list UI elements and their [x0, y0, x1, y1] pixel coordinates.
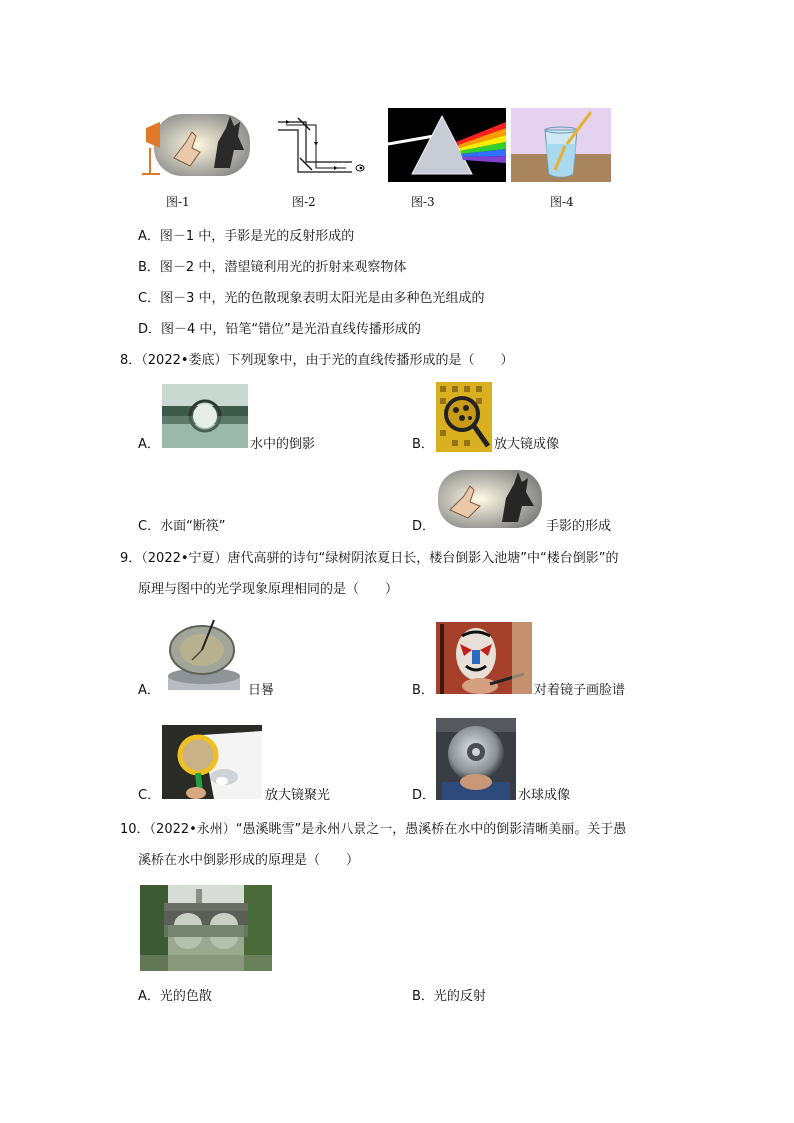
q10-stem-line-2: 溪桥在水中倒影形成的原理是（ ） [138, 853, 360, 868]
q9-option-b-mask-painting-image [436, 622, 532, 694]
figure-1-caption: 图-1 [166, 195, 190, 209]
q8-option-a-text: 水中的倒影 [250, 437, 316, 452]
q7-option-a: A．图－1 中，手影是光的反射形成的 [138, 229, 355, 244]
figure-3-prism-dispersion-image [388, 108, 506, 182]
q9-stem-line-1: 9．（2022•宁夏）唐代高骈的诗句“绿树阴浓夏日长，楼台倒影入池塘”中“楼台倒影”的 [120, 551, 619, 566]
q10-option-a: A．光的色散 [138, 989, 212, 1004]
q9-option-c-magnifier-focus-image [162, 725, 262, 799]
q7-option-d: D．图－4 中，铅笔“错位”是光沿直线传播形成的 [138, 322, 421, 337]
q9-option-a-text: 日晷 [248, 683, 275, 698]
figure-2-caption: 图-2 [292, 195, 316, 209]
figure-4-caption: 图-4 [550, 195, 574, 209]
q8-stem: 8．（2022•娄底）下列现象中，由于光的直线传播形成的是（ ） [120, 353, 514, 368]
q8-option-a-bridge-reflection-image [162, 384, 248, 448]
q8-option-b-magnifier-image [436, 382, 492, 452]
q9-option-b-text: 对着镜子画脸谱 [534, 683, 626, 698]
q10-option-b: B．光的反射 [412, 989, 486, 1004]
q8-option-b-letter: B． [412, 437, 434, 452]
q8-option-d-letter: D． [412, 519, 436, 534]
q10-stem-line-1: 10．（2022•永州）“愚溪眺雪”是永州八景之一，愚溪桥在水中的倒影清晰美丽。关于愚 [120, 822, 627, 837]
q9-option-d-letter: D． [412, 788, 436, 803]
figure-4-pencil-in-water-image [511, 108, 611, 182]
q8-option-a-letter: A． [138, 437, 160, 452]
q9-option-d-water-ball-image [436, 718, 516, 800]
q9-option-c-text: 放大镜聚光 [265, 788, 331, 803]
q9-option-d-text: 水球成像 [518, 788, 571, 803]
q9-option-a-sundial-image [162, 616, 246, 694]
figure-2-periscope-diagram [276, 112, 368, 184]
q8-option-b-text: 放大镜成像 [494, 437, 560, 452]
q8-option-d-text: 手影的形成 [546, 519, 612, 534]
q9-option-a-letter: A． [138, 683, 160, 698]
q7-option-b: B．图－2 中，潜望镜利用光的折射来观察物体 [138, 260, 407, 275]
q9-option-b-letter: B． [412, 683, 434, 698]
figure-3-caption: 图-3 [411, 195, 435, 209]
q9-stem-line-2: 原理与图中的光学现象原理相同的是（ ） [138, 582, 399, 597]
q7-option-c: C．图－3 中，光的色散现象表明太阳光是由多种色光组成的 [138, 291, 485, 306]
figure-1-hand-shadow-image [140, 108, 252, 182]
q8-option-d-hand-shadow-image [436, 466, 544, 532]
q8-option-c: C．水面“断筷” [138, 519, 226, 534]
q9-option-c-letter: C． [138, 788, 161, 803]
q10-bridge-reflection-image [140, 885, 272, 971]
